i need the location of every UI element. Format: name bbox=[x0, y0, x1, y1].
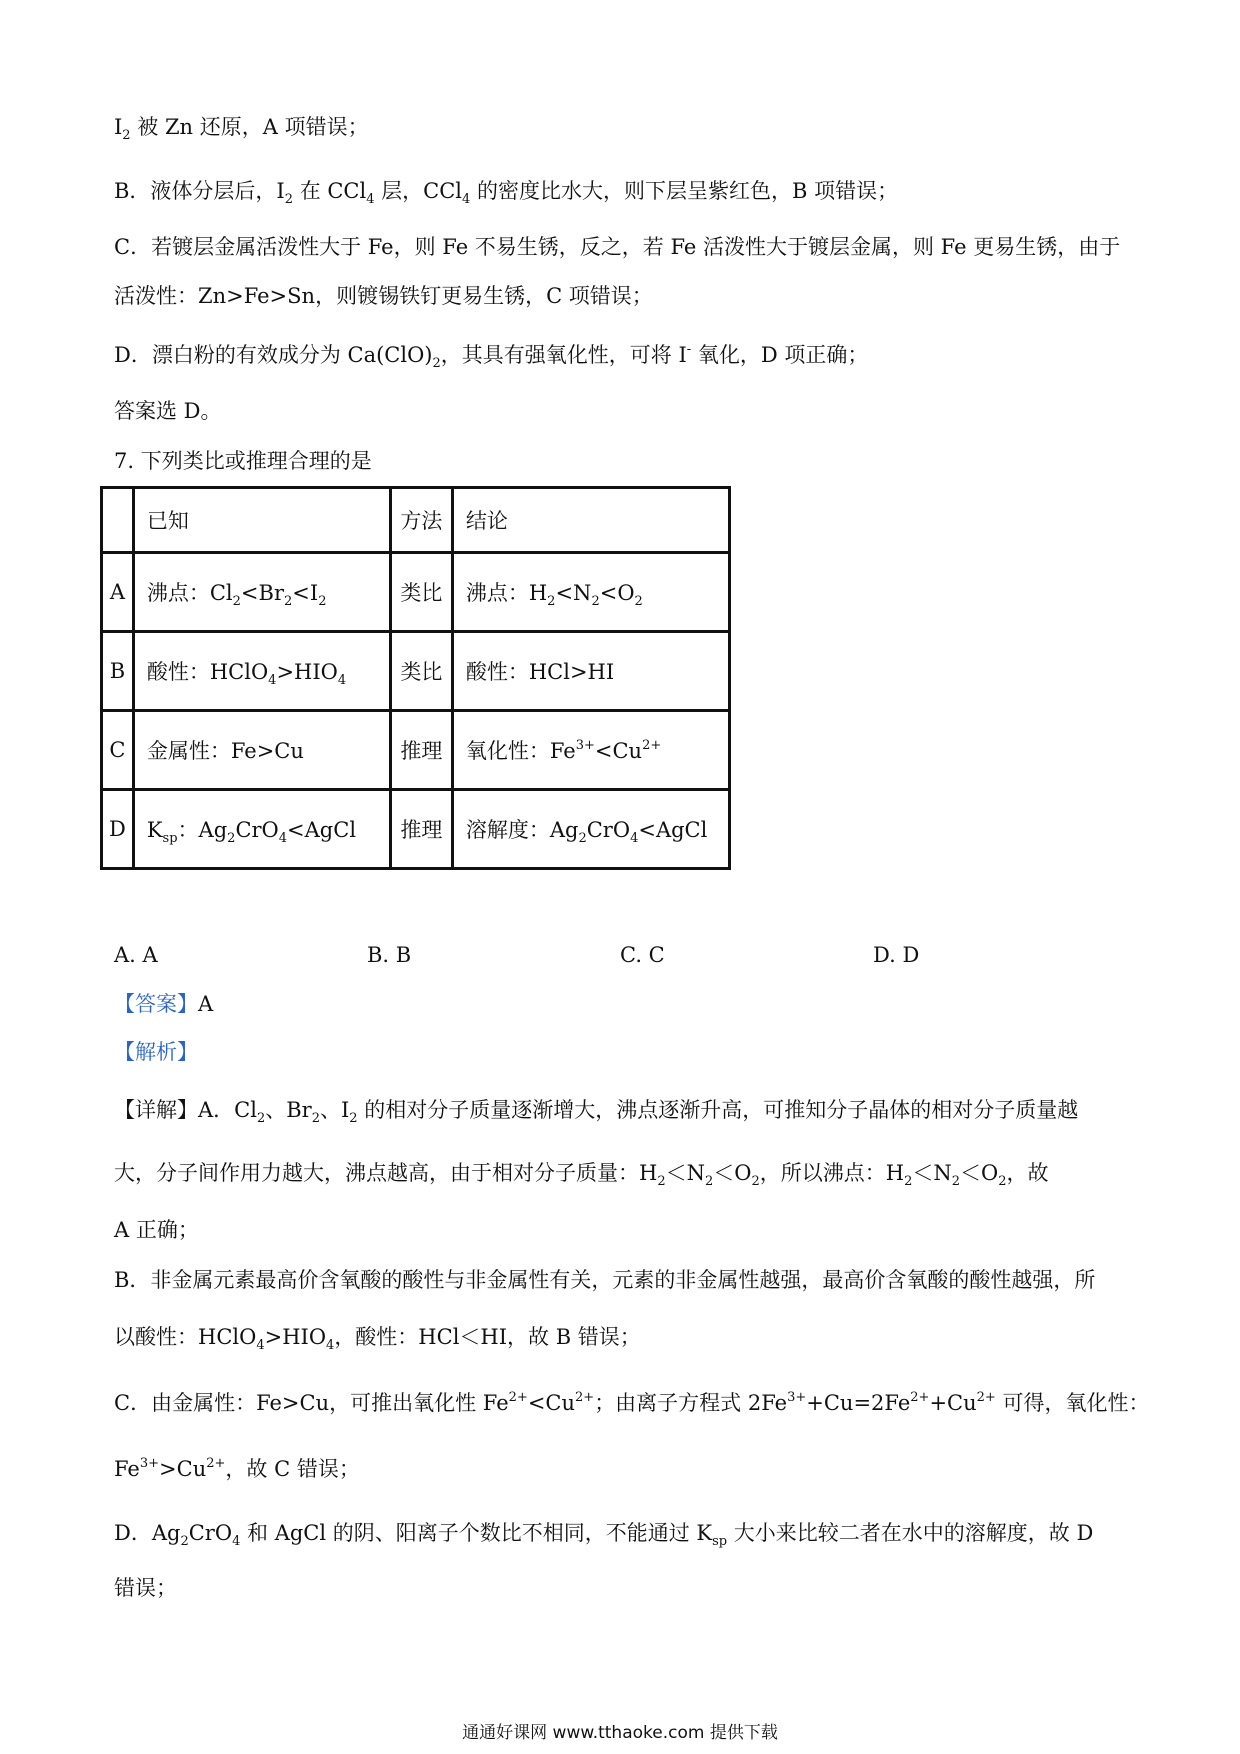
row-conclusion: 酸性：HCl>HI bbox=[452, 632, 729, 711]
table-row bbox=[102, 632, 730, 711]
row-label: A bbox=[102, 553, 134, 632]
row-conclusion: 溶解度：$Ag_2CrO_4<AgCl$ bbox=[452, 790, 729, 869]
row-label: B bbox=[102, 632, 134, 711]
row-conclusion: 氧化性：$Fe^{3+}<Cu^{2+}$ bbox=[452, 711, 729, 790]
header-method: 方法 bbox=[390, 488, 452, 553]
answer-value: A bbox=[198, 992, 214, 1016]
row-method: 推理 bbox=[390, 790, 452, 869]
detail-c2-end: ，故 C 错误； bbox=[225, 1457, 360, 1481]
header-known: 已知 bbox=[133, 488, 390, 553]
row-conclusion: 沸点：$H_2<N_2<O_2$ bbox=[452, 553, 729, 632]
detail-a2-pre: 大，分子间作用力越大，沸点越高，由于相对分子质量： bbox=[114, 1161, 639, 1185]
detail-c-line2: $Fe^{3+}>Cu^{2+}$，故 C 错误； bbox=[114, 1456, 360, 1481]
detail-d-line2: 错误； bbox=[114, 1576, 177, 1600]
row-label: D bbox=[102, 790, 134, 869]
detail-b2-mid: ，酸性：HCl＜HI，故 B 错误； bbox=[334, 1325, 641, 1349]
prev-b-pre: B．液体分层后，I bbox=[114, 179, 285, 203]
prev-line-c1: C．若镀层金属活泼性大于 Fe，则 Fe 不易生锈，反之，若 Fe 活泼性大于镀层金属，则 Fe 更易生锈，由于 bbox=[114, 235, 1121, 259]
detail-a2-end: ，故 bbox=[1006, 1161, 1049, 1185]
prev-line-1: $I_2$ 被 Zn 还原，A 项错误； bbox=[114, 115, 369, 143]
analysis-tag bbox=[114, 1037, 198, 1067]
option-b: B. B bbox=[367, 943, 412, 967]
row-known: 金属性：Fe>Cu bbox=[133, 711, 390, 790]
detail-a-line2: 大，分子间作用力越大，沸点越高，由于相对分子质量：$H_2<N_2<O_2$，所以沸点：$H_2<N_2<O_2$，故 bbox=[114, 1161, 1049, 1189]
table-header-row bbox=[102, 488, 730, 553]
prev-d-end: 氧化，D 项正确； bbox=[691, 343, 869, 367]
option-d: D. D bbox=[873, 943, 920, 967]
table-row bbox=[102, 711, 730, 790]
answer-line bbox=[114, 989, 213, 1019]
header-conclusion: 结论 bbox=[452, 488, 729, 553]
detail-d-mid1: 和 AgCl 的阴、阳离子个数比不相同，不能通过 K bbox=[240, 1521, 713, 1545]
detail-d-mid2: 大小来比较二者在水中的溶解度，故 D bbox=[727, 1521, 1094, 1545]
row-label: C bbox=[102, 711, 134, 790]
table-row bbox=[102, 553, 730, 632]
prev-line-d: D．漂白粉的有效成分为 $Ca(ClO)_2$，其具有强氧化性，可将 I- 氧化，D 项正确； bbox=[114, 342, 869, 371]
detail-c-end: 可得，氧化性： bbox=[995, 1391, 1150, 1415]
detail-c-pre: C．由金属性：Fe>Cu，可推出氧化性 bbox=[114, 1391, 483, 1415]
page-footer: 通通好课网 www.tthaoke.com 提供下载 bbox=[462, 1723, 778, 1743]
detail-d-pre: D． bbox=[114, 1521, 152, 1545]
detail-c-line1: C．由金属性：Fe>Cu，可推出氧化性 $Fe^{2+}<Cu^{2+}$；由离子方程式 $2Fe^{3+}+Cu=2Fe^{2+}+Cu^{2+}$ 可得，氧化性： bbox=[114, 1390, 1150, 1415]
prev-b-mid2: 层，CCl bbox=[374, 179, 463, 203]
question-stem: 7. 下列类比或推理合理的是 bbox=[114, 449, 372, 473]
option-a: A. A bbox=[114, 943, 158, 967]
detail-b2-pre: 以酸性： bbox=[114, 1325, 198, 1349]
prev-answer: 答案选 D。 bbox=[114, 399, 222, 423]
row-known: 酸性：$HClO_4>HIO_4$ bbox=[133, 632, 390, 711]
detail-a-line1: 【详解】A．$Cl_2$、$Br_2$、$I_2$ 的相对分子质量逐渐增大，沸点逐渐升高，可推知分子晶体的相对分子质量越 bbox=[114, 1098, 1079, 1126]
prev-b-end: 的密度比水大，则下层呈紫红色，B 项错误； bbox=[470, 179, 899, 203]
row-known: 沸点：$Cl_2<Br_2<I_2$ bbox=[133, 553, 390, 632]
prev-d-mid: ，其具有强氧化性，可将 I bbox=[440, 343, 687, 367]
prev-line-c2: 活泼性：Zn>Fe>Sn，则镀锡铁钉更易生锈，C 项错误； bbox=[114, 284, 653, 308]
option-c: C. C bbox=[620, 943, 665, 967]
detail-b-line1: B．非金属元素最高价含氧酸的酸性与非金属性有关，元素的非金属性越强，最高价含氧酸的酸性越强，所 bbox=[114, 1268, 1096, 1292]
prev-d-pre: D．漂白粉的有效成分为 Ca(ClO) bbox=[114, 343, 433, 367]
row-method: 推理 bbox=[390, 711, 452, 790]
prev-line-b: B．液体分层后，$I_2$ 在 CCl$_4$ 层，CCl$_4$ 的密度比水大，则下层呈紫红色，B 项错误； bbox=[114, 179, 899, 207]
row-method: 类比 bbox=[390, 553, 452, 632]
analysis-tag-text: 【解析】 bbox=[114, 1040, 198, 1064]
detail-d-line1: D．$Ag_2CrO_4$ 和 AgCl 的阴、阳离子个数比不相同，不能通过 $K_{sp}$ 大小来比较二者在水中的溶解度，故 D bbox=[114, 1521, 1094, 1549]
table-row bbox=[102, 790, 730, 869]
answer-tag: 【答案】 bbox=[114, 992, 198, 1016]
detail-a-end: 的相对分子质量逐渐增大，沸点逐渐升高，可推知分子晶体的相对分子质量越 bbox=[357, 1098, 1079, 1122]
detail-c-mid: ；由离子方程式 bbox=[594, 1391, 748, 1415]
prev-line-1-text: 被 Zn 还原，A 项错误； bbox=[137, 115, 369, 139]
detail-a2-mid: ，所以沸点： bbox=[759, 1161, 886, 1185]
row-known: $K_{sp}$：$Ag_2CrO_4<AgCl$ bbox=[133, 790, 390, 869]
detail-b-line2: 以酸性：$HClO_4>HIO_4$，酸性：HCl＜HI，故 B 错误； bbox=[114, 1325, 641, 1353]
detail-tag: 【详解】 bbox=[114, 1098, 198, 1122]
question-table bbox=[100, 486, 731, 870]
row-method: 类比 bbox=[390, 632, 452, 711]
detail-a-line3: A 正确； bbox=[114, 1218, 199, 1242]
prev-b-mid1: 在 CCl bbox=[293, 179, 367, 203]
header-blank bbox=[102, 488, 134, 553]
